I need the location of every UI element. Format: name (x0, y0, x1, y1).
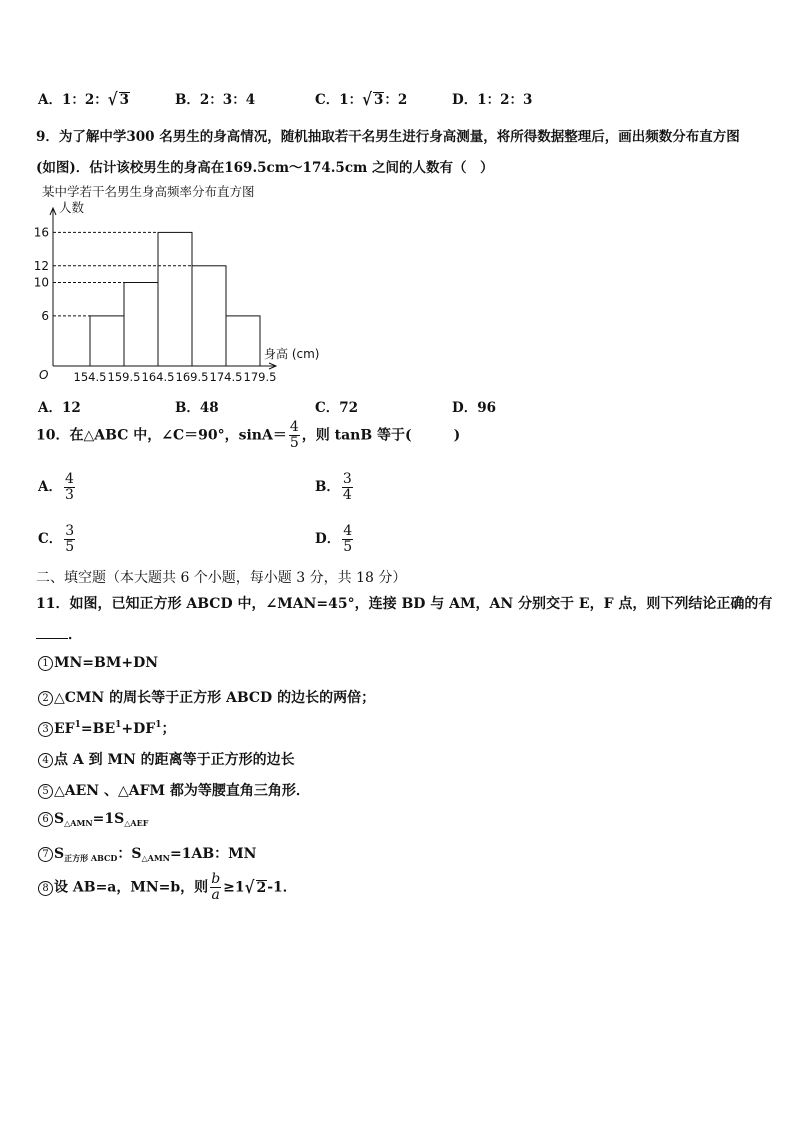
x-axis-label: 身高 (cm) (264, 347, 320, 361)
q8-option-c: C．1：√ 3：2 (315, 88, 408, 110)
q11-stem-line2: ． (36, 624, 82, 644)
histogram-bar (226, 316, 260, 366)
q9-option-d: D．96 (452, 400, 496, 416)
x-tick-label: 179.5 (243, 370, 277, 384)
q8-option-d: D．1：2：3 (452, 92, 533, 108)
q9-option-a: A．12 (38, 400, 81, 416)
q9-stem-line1: 9．为了解中学300 名男生的身高情况，随机抽取若干名男生进行身高测量，将所得数据整理后，画出频数分布直方图 (36, 129, 740, 145)
histogram-bar (158, 232, 192, 366)
y-tick-label: 6 (41, 308, 49, 323)
q11-item-8: 8 设 AB=a，MN=b，则 $\frac{b}{a}$ ≥1√ 2-1． (38, 872, 297, 903)
q9-stem-line2: (如图)．估计该校男生的身高在169.5cm～174.5cm 之间的人数有（ ） (36, 160, 494, 176)
y-axis-label: 人数 (59, 200, 85, 215)
chart-title: 某中学若干名男生身高频率分布直方图 (42, 184, 255, 199)
q11-item-6: 6 $S_{\triangle AMN}=1S_{\triangle AEF}$ (38, 811, 148, 828)
q10-option-d: D． $\frac{4}{5}$ (315, 523, 353, 555)
q11-item-7: 7 $S_{正方形 ABCD}$：$S_{\triangle AMN}=1AB$：MN (38, 843, 256, 864)
y-tick-label: 12 (33, 258, 49, 273)
q11-stem-line1: 11．如图，已知正方形 ABCD 中，∠MAN=45°，连接 BD 与 AM，AN 分别交于 E，F 点，则下列结论正确的有 (36, 596, 773, 612)
histogram-bar (90, 316, 124, 366)
q9-option-c: C．72 (315, 400, 359, 416)
histogram-bar (192, 266, 226, 366)
x-tick-label: 159.5 (107, 370, 141, 384)
q11-answer-blank[interactable] (36, 626, 68, 639)
section-2-heading: 二、填空题（本大题共 6 个小题，每小题 3 分，共 18 分） (36, 570, 407, 586)
x-tick-label: 154.5 (73, 370, 107, 384)
q10-stem: 10．在△ABC 中，∠C＝90°，sinA＝ $\frac{4}{5}$ ，则 tanB 等于( ) (36, 419, 461, 451)
q8-option-a: A．1：2：√ 3 (38, 88, 130, 110)
x-tick-label: 169.5 (175, 370, 209, 384)
y-tick-label: 16 (33, 225, 49, 240)
q11-item-3: 3 $EF^1=BE^1+DF^1$； (38, 718, 175, 738)
histogram-bar (124, 283, 158, 367)
q10-option-a: A． $\frac{4}{3}$ (38, 471, 74, 503)
x-tick-label: 174.5 (209, 370, 243, 384)
x-tick-label: 164.5 (141, 370, 175, 384)
q11-item-4: 4 点 A 到 MN 的距离等于正方形的边长 (38, 749, 295, 769)
q9-option-b: B．48 (175, 400, 219, 416)
q11-item-2: 2 △CMN 的周长等于正方形 ABCD 的边长的两倍； (38, 687, 375, 707)
q8-option-b: B．2：3：4 (175, 92, 256, 108)
origin-label: O (39, 368, 49, 382)
q10-option-b: B． $\frac{3}{4}$ (315, 471, 352, 503)
q11-item-1: 1 MN=BM+DN (38, 655, 158, 671)
y-tick-label: 10 (33, 275, 49, 290)
histogram-chart (30, 196, 340, 392)
q10-option-c: C． $\frac{3}{5}$ (38, 523, 75, 555)
q11-item-5: 5 △AEN 、△AFM 都为等腰直角三角形． (38, 780, 310, 800)
